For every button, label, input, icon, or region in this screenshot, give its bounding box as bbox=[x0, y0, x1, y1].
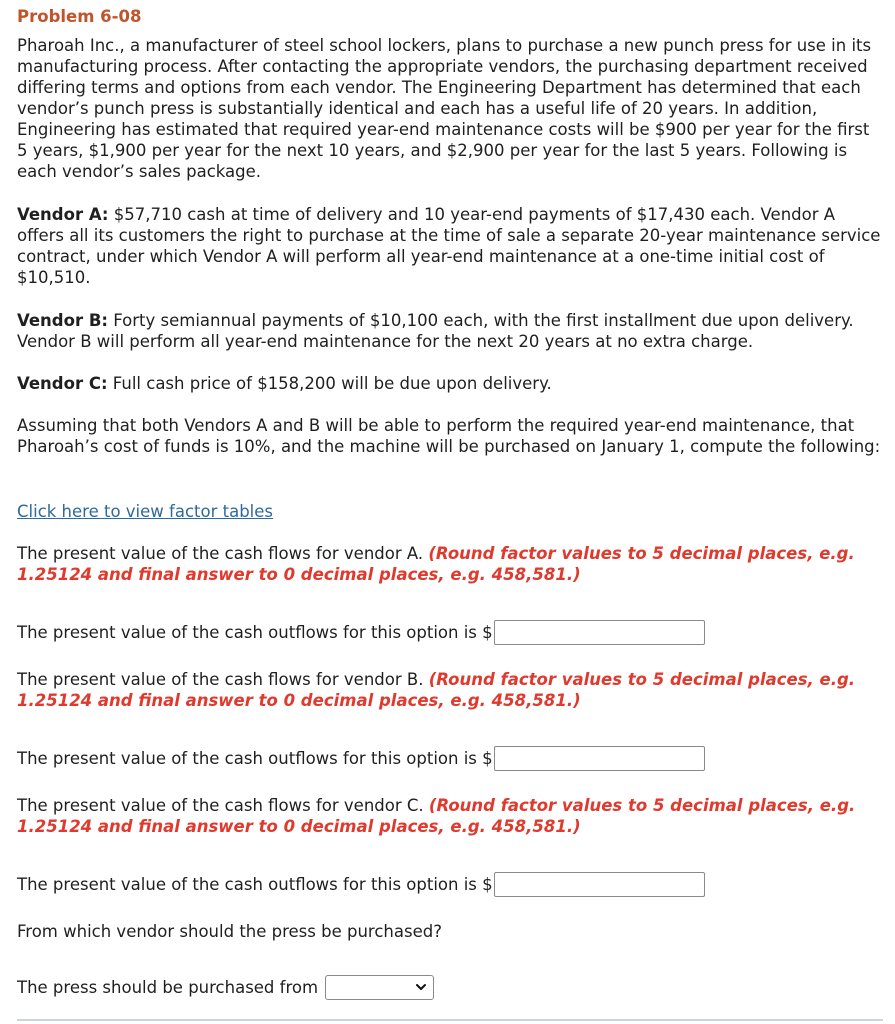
rounding-note: (Round factor values to 5 decimal places, e.g. 1.25124 and final answer to 0 decimal places, e.g. 458,581.) bbox=[17, 544, 855, 584]
answer-label-vendor-a: The present value of the cash outflows for this option is $ bbox=[17, 622, 493, 642]
chevron-down-icon bbox=[415, 980, 427, 994]
question-vendor-b-prompt: The present value of the cash flows for vendor B. bbox=[17, 670, 424, 689]
pv-vendor-c-input[interactable] bbox=[494, 872, 705, 897]
pv-vendor-b-input[interactable] bbox=[494, 746, 705, 771]
rounding-note: (Round factor values to 5 decimal places, e.g. 1.25124 and final answer to 0 decimal places, e.g. 458,581.) bbox=[17, 670, 856, 710]
bottom-divider bbox=[17, 1019, 883, 1021]
answer-label-vendor-b: The present value of the cash outflows for this option is $ bbox=[17, 748, 493, 768]
question-vendor-b bbox=[17, 669, 883, 711]
vendor-c-text: Full cash price of $158,200 will be due upon delivery. bbox=[107, 374, 552, 393]
vendor-c-label: Vendor C: bbox=[17, 374, 108, 393]
problem-intro: Pharoah Inc., a manufacturer of steel school lockers, plans to purchase a new punch press for use in its manufacturing process. After contacting the appropriate vendors, the purchasing department received differing terms and options from each vendor. The Engineering Department has determined that each vendor’s punch press is substantially identical and each has a useful life of 20 years. In addition, Engineering has estimated that required year-end maintenance costs will be $900 per year for the first 5 years, $1,900 per year for the next 10 years, and $2,900 per year for the last 5 years. Following is each vendor’s sales package. bbox=[17, 36, 872, 181]
pv-vendor-a-input[interactable] bbox=[494, 620, 705, 645]
vendor-b-description bbox=[17, 310, 883, 352]
vendor-b-label: Vendor B: bbox=[17, 311, 109, 330]
vendor-b-text: Forty semiannual payments of $10,100 each, with the first installment due upon delivery. Vendor B will perform all year-end maintenance for the next 20 years at no extra charge. bbox=[17, 311, 854, 351]
answer-row-vendor-a bbox=[17, 618, 705, 646]
assumption-text: Assuming that both Vendors A and B will be able to perform the required year-end maintenance, that Pharoah’s cost of funds is 10%, and the machine will be purchased on January 1, compute the following: bbox=[17, 416, 881, 456]
question-vendor-a bbox=[17, 543, 883, 585]
answer-row-vendor-b bbox=[17, 744, 705, 772]
question-vendor-c-prompt: The present value of the cash flows for vendor C. bbox=[17, 796, 424, 815]
answer-label-vendor-c: The present value of the cash outflows for this option is $ bbox=[17, 874, 493, 894]
final-answer-row bbox=[17, 973, 434, 1001]
vendor-a-description bbox=[17, 204, 883, 288]
final-question: From which vendor should the press be purchased? bbox=[17, 922, 442, 941]
factor-tables-link[interactable]: Click here to view factor tables bbox=[17, 502, 274, 521]
rounding-note: (Round factor values to 5 decimal places, e.g. 1.25124 and final answer to 0 decimal places, e.g. 458,581.) bbox=[17, 796, 856, 836]
vendor-select-dropdown[interactable] bbox=[325, 975, 434, 1000]
vendor-a-text: $57,710 cash at time of delivery and 10 year-end payments of $17,430 each. Vendor A offers all its customers the right to purchase at the time of sale a separate 20-year maintenance service contract, under which Vendor A will perform all year-end maintenance at a one-time initial cost of $10,510. bbox=[17, 205, 881, 287]
question-vendor-a-prompt: The present value of the cash flows for vendor A. bbox=[17, 544, 424, 563]
final-answer-label: The press should be purchased from bbox=[17, 977, 319, 997]
question-vendor-c bbox=[17, 795, 883, 837]
answer-row-vendor-c bbox=[17, 870, 705, 898]
problem-title: Problem 6-08 bbox=[17, 7, 142, 26]
vendor-c-description bbox=[17, 373, 883, 394]
factor-tables-paragraph bbox=[17, 501, 883, 522]
vendor-a-label: Vendor A: bbox=[17, 205, 109, 224]
